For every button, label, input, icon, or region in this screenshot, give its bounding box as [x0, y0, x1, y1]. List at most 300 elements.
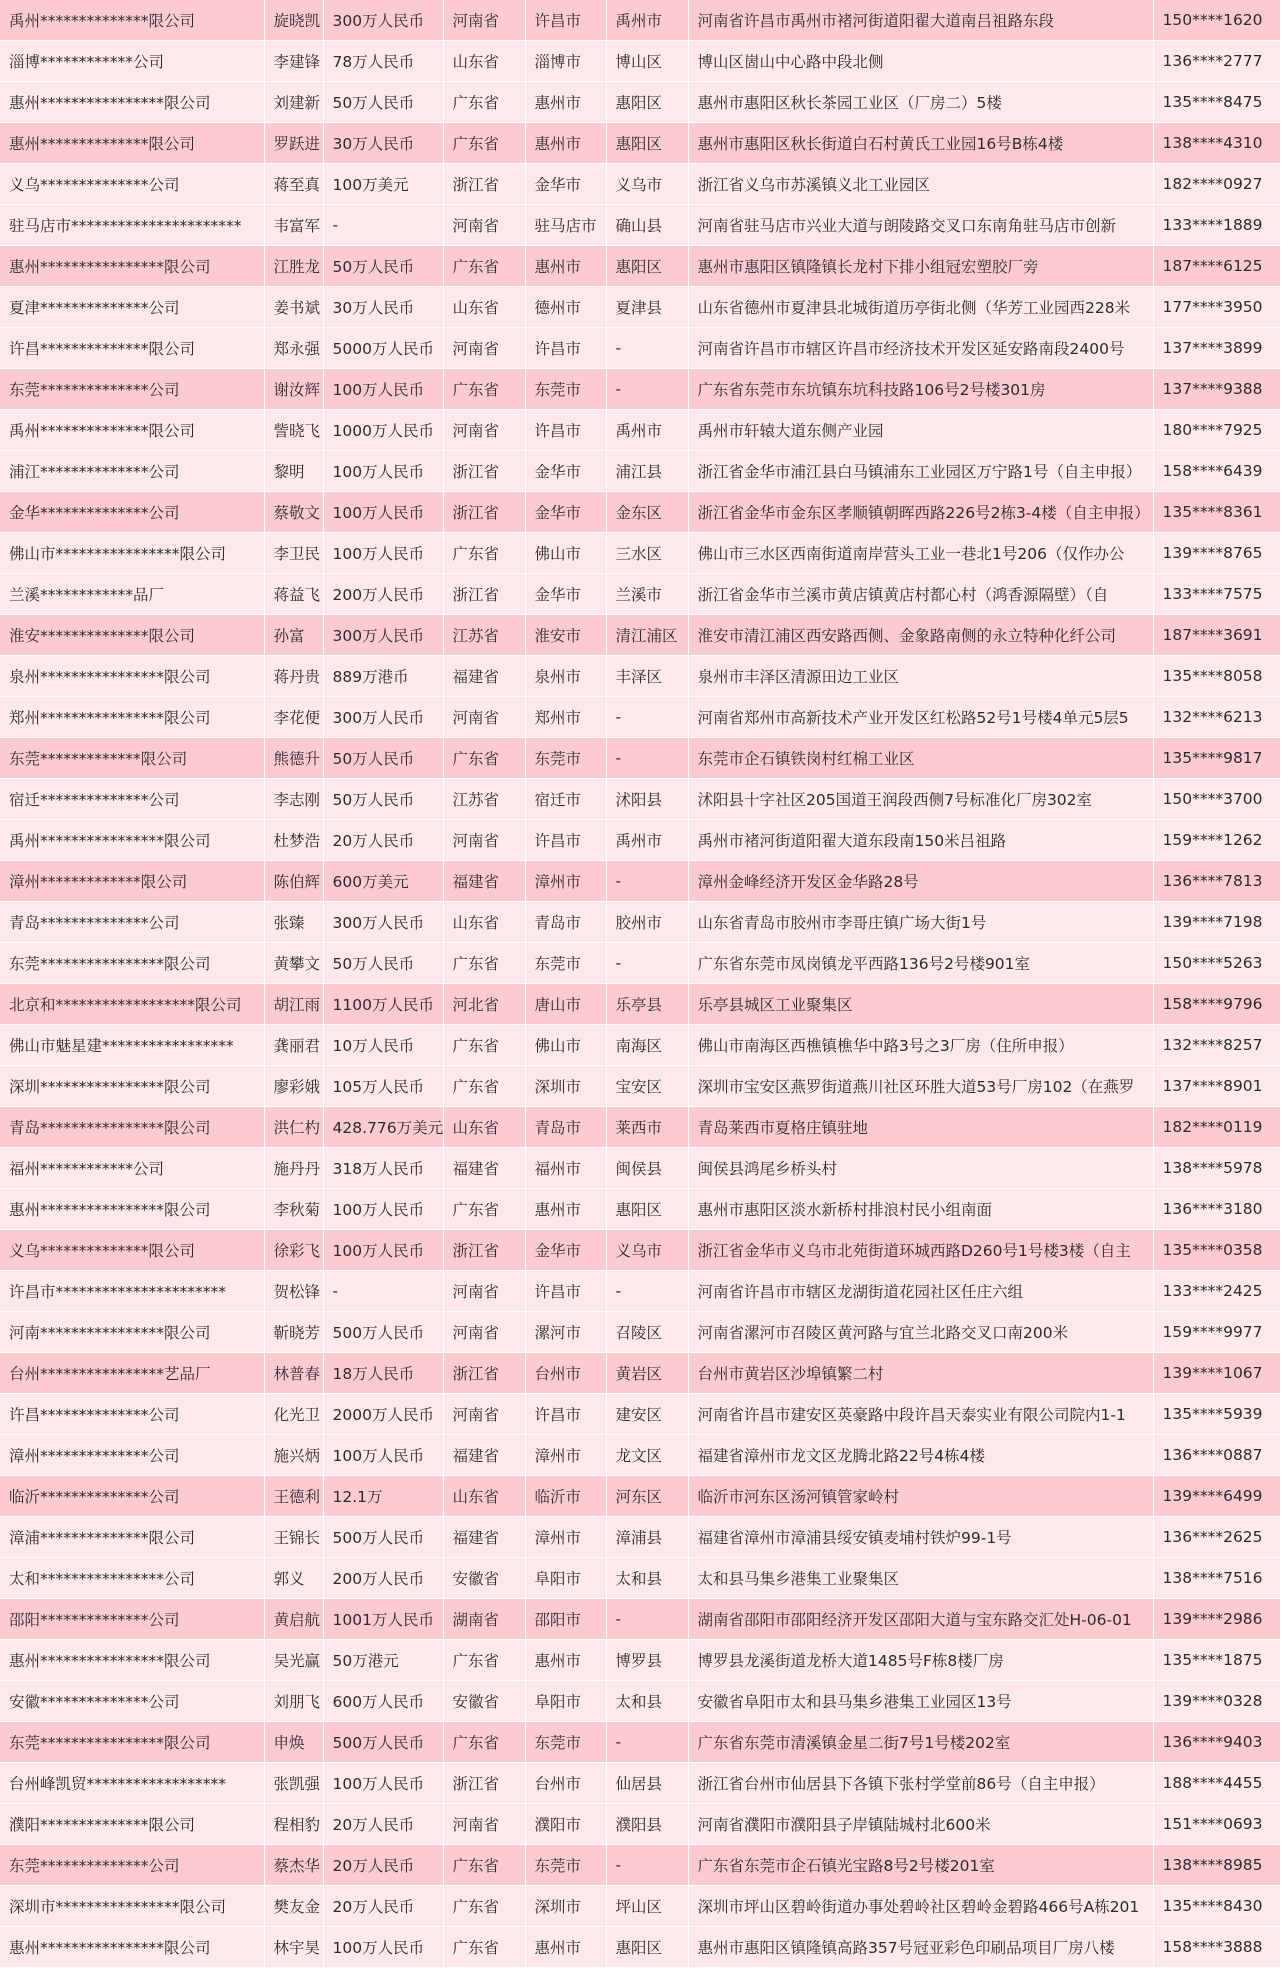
address-cell: 广东省东莞市清溪镇金星二街7号1号楼202室	[688, 1722, 1153, 1763]
district-cell: 义乌市	[606, 164, 688, 205]
address-cell: 闽侯县鸿尾乡桥头村	[688, 1148, 1153, 1189]
table-row	[0, 861, 1280, 902]
registered-capital-cell: 100万人民币	[323, 492, 443, 533]
company-cell: 郑州****************限公司	[0, 697, 264, 738]
phone-cell: 150****3700	[1153, 779, 1280, 820]
district-cell: 太和县	[606, 1558, 688, 1599]
company-cell: 宿迁**************公司	[0, 779, 264, 820]
district-cell: 太和县	[606, 1681, 688, 1722]
company-cell: 惠州****************限公司	[0, 1640, 264, 1681]
company-cell: 漳州*************限公司	[0, 861, 264, 902]
registered-capital-cell: 78万人民币	[323, 41, 443, 82]
phone-cell: 137****8901	[1153, 1066, 1280, 1107]
company-cell: 惠州****************限公司	[0, 1189, 264, 1230]
address-cell: 山东省德州市夏津县北城街道历亭街北侧（华芳工业园西228米	[688, 287, 1153, 328]
city-cell: 漯河市	[525, 1312, 606, 1353]
company-cell: 驻马店市**********************	[0, 205, 264, 246]
registered-capital-cell: 1100万人民币	[323, 984, 443, 1025]
province-cell: 河南省	[443, 697, 525, 738]
contact-person-cell: 李秋菊	[264, 1189, 323, 1230]
company-cell: 惠州****************限公司	[0, 82, 264, 123]
city-cell: 临沂市	[525, 1476, 606, 1517]
phone-cell: 138****4310	[1153, 123, 1280, 164]
contact-person-cell: 李建锋	[264, 41, 323, 82]
contact-person-cell: 黄攀文	[264, 943, 323, 984]
contact-person-cell: 林普春	[264, 1353, 323, 1394]
district-cell: -	[606, 697, 688, 738]
table-row	[0, 697, 1280, 738]
contact-person-cell: 李卫民	[264, 533, 323, 574]
district-cell: 黄岩区	[606, 1353, 688, 1394]
contact-person-cell: 蒋丹贵	[264, 656, 323, 697]
city-cell: 德州市	[525, 287, 606, 328]
address-cell: 佛山市南海区西樵镇樵华中路3号之3厂房（住所申报）	[688, 1025, 1153, 1066]
registered-capital-cell: 200万人民币	[323, 1558, 443, 1599]
company-cell: 东莞*************限公司	[0, 738, 264, 779]
phone-cell: 137****3899	[1153, 328, 1280, 369]
registered-capital-cell: 500万人民币	[323, 1517, 443, 1558]
contact-person-cell: 罗跃进	[264, 123, 323, 164]
contact-person-cell: 刘建新	[264, 82, 323, 123]
city-cell: 东莞市	[525, 1845, 606, 1886]
city-cell: 郑州市	[525, 697, 606, 738]
address-cell: 禹州市轩辕大道东侧产业园	[688, 410, 1153, 451]
phone-cell: 136****0887	[1153, 1435, 1280, 1476]
phone-cell: 139****1067	[1153, 1353, 1280, 1394]
address-cell: 福建省漳州市龙文区龙腾北路22号4栋4楼	[688, 1435, 1153, 1476]
province-cell: 河南省	[443, 328, 525, 369]
table-row	[0, 1189, 1280, 1230]
city-cell: 佛山市	[525, 1025, 606, 1066]
company-cell: 夏津**************公司	[0, 287, 264, 328]
company-cell: 惠州****************限公司	[0, 246, 264, 287]
registered-capital-cell: 318万人民币	[323, 1148, 443, 1189]
district-cell: 惠阳区	[606, 123, 688, 164]
contact-person-cell: 龚丽君	[264, 1025, 323, 1066]
company-cell: 东莞****************限公司	[0, 1722, 264, 1763]
registered-capital-cell: 1001万人民币	[323, 1599, 443, 1640]
contact-person-cell: 化光卫	[264, 1394, 323, 1435]
table-row	[0, 82, 1280, 123]
province-cell: 浙江省	[443, 1763, 525, 1804]
city-cell: 宿迁市	[525, 779, 606, 820]
contact-person-cell: 王德利	[264, 1476, 323, 1517]
registered-capital-cell: 889万港币	[323, 656, 443, 697]
address-cell: 安徽省阜阳市太和县马集乡港集工业园区13号	[688, 1681, 1153, 1722]
registered-capital-cell: 428.776万美元	[323, 1107, 443, 1148]
contact-person-cell: 杜梦浩	[264, 820, 323, 861]
contact-person-cell: 靳晓芳	[264, 1312, 323, 1353]
contact-person-cell: 贺松锋	[264, 1271, 323, 1312]
district-cell: 濮阳县	[606, 1804, 688, 1845]
company-cell: 佛山市魅星建*****************	[0, 1025, 264, 1066]
province-cell: 湖南省	[443, 1599, 525, 1640]
address-cell: 泉州市丰泽区清源田边工业区	[688, 656, 1153, 697]
city-cell: 惠州市	[525, 1189, 606, 1230]
table-row	[0, 1640, 1280, 1681]
address-cell: 青岛莱西市夏格庄镇驻地	[688, 1107, 1153, 1148]
address-cell: 太和县马集乡港集工业聚集区	[688, 1558, 1153, 1599]
contact-person-cell: 施丹丹	[264, 1148, 323, 1189]
company-cell: 东莞****************限公司	[0, 943, 264, 984]
registered-capital-cell: 500万人民币	[323, 1312, 443, 1353]
contact-person-cell: 訾晓飞	[264, 410, 323, 451]
table-row	[0, 1681, 1280, 1722]
district-cell: 浦江县	[606, 451, 688, 492]
district-cell: 禹州市	[606, 410, 688, 451]
province-cell: 广东省	[443, 246, 525, 287]
city-cell: 淮安市	[525, 615, 606, 656]
phone-cell: 135****8475	[1153, 82, 1280, 123]
registered-capital-cell: 30万人民币	[323, 287, 443, 328]
phone-cell: 133****1889	[1153, 205, 1280, 246]
company-cell: 惠州****************限公司	[0, 1927, 264, 1968]
province-cell: 广东省	[443, 1640, 525, 1681]
province-cell: 山东省	[443, 902, 525, 943]
province-cell: 广东省	[443, 1927, 525, 1968]
table-row	[0, 123, 1280, 164]
registered-capital-cell: 300万人民币	[323, 615, 443, 656]
registered-capital-cell: 105万人民币	[323, 1066, 443, 1107]
city-cell: 青岛市	[525, 1107, 606, 1148]
registered-capital-cell: 30万人民币	[323, 123, 443, 164]
contact-person-cell: 廖彩娥	[264, 1066, 323, 1107]
province-cell: 浙江省	[443, 1353, 525, 1394]
city-cell: 漳州市	[525, 1435, 606, 1476]
company-cell: 金华**************公司	[0, 492, 264, 533]
company-cell: 深圳****************限公司	[0, 1066, 264, 1107]
city-cell: 阜阳市	[525, 1681, 606, 1722]
address-cell: 临沂市河东区汤河镇管家岭村	[688, 1476, 1153, 1517]
district-cell: 乐亭县	[606, 984, 688, 1025]
phone-cell: 139****6499	[1153, 1476, 1280, 1517]
address-cell: 广东省东莞市凤岗镇龙平西路136号2号楼901室	[688, 943, 1153, 984]
phone-cell: 138****7516	[1153, 1558, 1280, 1599]
address-cell: 河南省许昌市市辖区龙湖街道花园社区任庄六组	[688, 1271, 1153, 1312]
company-cell: 青岛****************限公司	[0, 1107, 264, 1148]
city-cell: 惠州市	[525, 1927, 606, 1968]
city-cell: 许昌市	[525, 1271, 606, 1312]
table-row	[0, 615, 1280, 656]
registered-capital-cell: 100万人民币	[323, 1927, 443, 1968]
table-row	[0, 1763, 1280, 1804]
address-cell: 博山区崮山中心路中段北侧	[688, 41, 1153, 82]
address-cell: 湖南省邵阳市邵阳经济开发区邵阳大道与宝东路交汇处H-06-01	[688, 1599, 1153, 1640]
contact-person-cell: 姜书斌	[264, 287, 323, 328]
district-cell: 夏津县	[606, 287, 688, 328]
contact-person-cell: 孙富	[264, 615, 323, 656]
registered-capital-cell: 18万人民币	[323, 1353, 443, 1394]
phone-cell: 182****0927	[1153, 164, 1280, 205]
contact-person-cell: 徐彩飞	[264, 1230, 323, 1271]
registered-capital-cell: 600万美元	[323, 861, 443, 902]
table-row	[0, 943, 1280, 984]
address-cell: 台州市黄岩区沙埠镇繁二村	[688, 1353, 1153, 1394]
table-row	[0, 984, 1280, 1025]
province-cell: 广东省	[443, 123, 525, 164]
registered-capital-cell: 50万港元	[323, 1640, 443, 1681]
province-cell: 山东省	[443, 1107, 525, 1148]
phone-cell: 135****1875	[1153, 1640, 1280, 1681]
company-cell: 安徽**************公司	[0, 1681, 264, 1722]
table-row	[0, 1599, 1280, 1640]
address-cell: 河南省漯河市召陵区黄河路与宜兰北路交叉口南200米	[688, 1312, 1153, 1353]
province-cell: 山东省	[443, 41, 525, 82]
address-cell: 深圳市宝安区燕罗街道燕川社区环胜大道53号厂房102（在燕罗	[688, 1066, 1153, 1107]
province-cell: 江苏省	[443, 779, 525, 820]
province-cell: 河南省	[443, 1271, 525, 1312]
contact-person-cell: 樊友金	[264, 1886, 323, 1927]
table-row	[0, 0, 1280, 41]
registered-capital-cell: 12.1万	[323, 1476, 443, 1517]
city-cell: 福州市	[525, 1148, 606, 1189]
phone-cell: 132****6213	[1153, 697, 1280, 738]
district-cell: -	[606, 369, 688, 410]
province-cell: 广东省	[443, 1066, 525, 1107]
province-cell: 浙江省	[443, 451, 525, 492]
city-cell: 东莞市	[525, 369, 606, 410]
registered-capital-cell: 50万人民币	[323, 738, 443, 779]
registered-capital-cell: 50万人民币	[323, 246, 443, 287]
table-row	[0, 1845, 1280, 1886]
table-row	[0, 1025, 1280, 1066]
phone-cell: 132****8257	[1153, 1025, 1280, 1066]
district-cell: -	[606, 861, 688, 902]
contact-person-cell: 蒋至真	[264, 164, 323, 205]
registered-capital-cell: 50万人民币	[323, 943, 443, 984]
phone-cell: 151****0693	[1153, 1804, 1280, 1845]
city-cell: 许昌市	[525, 410, 606, 451]
contact-person-cell: 程相豹	[264, 1804, 323, 1845]
registered-capital-cell: 100万人民币	[323, 1763, 443, 1804]
company-cell: 淮安**************限公司	[0, 615, 264, 656]
company-cell: 临沂**************公司	[0, 1476, 264, 1517]
contact-person-cell: 蔡敬文	[264, 492, 323, 533]
registered-capital-cell: 1000万人民币	[323, 410, 443, 451]
address-cell: 乐亭县城区工业聚集区	[688, 984, 1153, 1025]
phone-cell: 139****8765	[1153, 533, 1280, 574]
phone-cell: 159****9977	[1153, 1312, 1280, 1353]
address-cell: 惠州市惠阳区镇隆镇高路357号冠亚彩色印刷品项目厂房八楼	[688, 1927, 1153, 1968]
table-row	[0, 410, 1280, 451]
phone-cell: 135****8430	[1153, 1886, 1280, 1927]
company-cell: 兰溪************品厂	[0, 574, 264, 615]
address-cell: 山东省青岛市胶州市李哥庄镇广场大街1号	[688, 902, 1153, 943]
table-row	[0, 41, 1280, 82]
table-row	[0, 164, 1280, 205]
contact-person-cell: 张臻	[264, 902, 323, 943]
registered-capital-cell: 300万人民币	[323, 902, 443, 943]
company-cell: 台州****************艺品厂	[0, 1353, 264, 1394]
phone-cell: 188****4455	[1153, 1763, 1280, 1804]
district-cell: 金东区	[606, 492, 688, 533]
city-cell: 东莞市	[525, 943, 606, 984]
phone-cell: 159****1262	[1153, 820, 1280, 861]
phone-cell: 158****6439	[1153, 451, 1280, 492]
phone-cell: 136****3180	[1153, 1189, 1280, 1230]
company-cell: 许昌市**********************	[0, 1271, 264, 1312]
province-cell: 广东省	[443, 943, 525, 984]
province-cell: 河北省	[443, 984, 525, 1025]
province-cell: 河南省	[443, 0, 525, 41]
registered-capital-cell: 2000万人民币	[323, 1394, 443, 1435]
company-cell: 义乌**************公司	[0, 164, 264, 205]
company-cell: 浦江**************公司	[0, 451, 264, 492]
contact-person-cell: 蒋益飞	[264, 574, 323, 615]
phone-cell: 133****7575	[1153, 574, 1280, 615]
district-cell: 惠阳区	[606, 1927, 688, 1968]
phone-cell: 135****5939	[1153, 1394, 1280, 1435]
address-cell: 浙江省金华市金东区孝顺镇朝晖西路226号2栋3-4楼（自主申报）	[688, 492, 1153, 533]
address-cell: 惠州市惠阳区秋长街道白石村黄氏工业园16号B栋4楼	[688, 123, 1153, 164]
registered-capital-cell: 20万人民币	[323, 1845, 443, 1886]
contact-person-cell: 林宇昊	[264, 1927, 323, 1968]
province-cell: 广东省	[443, 369, 525, 410]
district-cell: 禹州市	[606, 0, 688, 41]
province-cell: 广东省	[443, 1722, 525, 1763]
city-cell: 唐山市	[525, 984, 606, 1025]
district-cell: 确山县	[606, 205, 688, 246]
table-row	[0, 1148, 1280, 1189]
company-cell: 许昌**************限公司	[0, 328, 264, 369]
phone-cell: 135****9817	[1153, 738, 1280, 779]
district-cell: 坪山区	[606, 1886, 688, 1927]
city-cell: 金华市	[525, 451, 606, 492]
district-cell: 禹州市	[606, 820, 688, 861]
city-cell: 台州市	[525, 1763, 606, 1804]
phone-cell: 177****3950	[1153, 287, 1280, 328]
district-cell: -	[606, 1271, 688, 1312]
phone-cell: 138****5978	[1153, 1148, 1280, 1189]
city-cell: 惠州市	[525, 1640, 606, 1681]
phone-cell: 182****0119	[1153, 1107, 1280, 1148]
district-cell: 召陵区	[606, 1312, 688, 1353]
address-cell: 惠州市惠阳区镇隆镇长龙村下排小组冠宏塑胶厂旁	[688, 246, 1153, 287]
registered-capital-cell: 100万人民币	[323, 1189, 443, 1230]
address-cell: 沭阳县十字社区205国道王润段西侧7号标准化厂房302室	[688, 779, 1153, 820]
district-cell: 沭阳县	[606, 779, 688, 820]
company-cell: 福州************公司	[0, 1148, 264, 1189]
table-row	[0, 738, 1280, 779]
city-cell: 惠州市	[525, 123, 606, 164]
contact-person-cell: 郑永强	[264, 328, 323, 369]
table-row	[0, 492, 1280, 533]
province-cell: 河南省	[443, 820, 525, 861]
district-cell: 闽侯县	[606, 1148, 688, 1189]
city-cell: 漳州市	[525, 1517, 606, 1558]
province-cell: 福建省	[443, 1148, 525, 1189]
registered-capital-cell: 300万人民币	[323, 0, 443, 41]
city-cell: 东莞市	[525, 738, 606, 779]
contact-person-cell: 申焕	[264, 1722, 323, 1763]
company-cell: 禹州****************限公司	[0, 820, 264, 861]
registered-capital-cell: 100万人民币	[323, 533, 443, 574]
address-cell: 浙江省金华市兰溪市黄店镇黄店村都心村（鸿香源隔壁）（自	[688, 574, 1153, 615]
province-cell: 广东省	[443, 1189, 525, 1230]
phone-cell: 133****2425	[1153, 1271, 1280, 1312]
table-row	[0, 1271, 1280, 1312]
phone-cell: 150****1620	[1153, 0, 1280, 41]
registered-capital-cell: 100万美元	[323, 164, 443, 205]
address-cell: 河南省许昌市禹州市褚河街道阳翟大道南吕祖路东段	[688, 0, 1153, 41]
company-cell: 北京和******************限公司	[0, 984, 264, 1025]
address-cell: 禹州市褚河街道阳翟大道东段南150米吕祖路	[688, 820, 1153, 861]
table-row	[0, 1394, 1280, 1435]
phone-cell: 135****8058	[1153, 656, 1280, 697]
company-cell: 河南****************限公司	[0, 1312, 264, 1353]
district-cell: 龙文区	[606, 1435, 688, 1476]
province-cell: 河南省	[443, 1312, 525, 1353]
contact-person-cell: 韦富军	[264, 205, 323, 246]
contact-person-cell: 吴光赢	[264, 1640, 323, 1681]
district-cell: 仙居县	[606, 1763, 688, 1804]
address-cell: 浙江省金华市浦江县白马镇浦东工业园区万宁路1号（自主申报）	[688, 451, 1153, 492]
table-row	[0, 1804, 1280, 1845]
district-cell: 惠阳区	[606, 246, 688, 287]
table-row	[0, 533, 1280, 574]
table-row	[0, 1476, 1280, 1517]
province-cell: 浙江省	[443, 574, 525, 615]
district-cell: 河东区	[606, 1476, 688, 1517]
table-row	[0, 369, 1280, 410]
district-cell: -	[606, 1722, 688, 1763]
company-cell: 许昌**************公司	[0, 1394, 264, 1435]
company-cell: 泉州****************限公司	[0, 656, 264, 697]
address-cell: 河南省驻马店市兴业大道与朗陵路交叉口东南角驻马店市创新	[688, 205, 1153, 246]
company-cell: 禹州**************限公司	[0, 410, 264, 451]
phone-cell: 135****8361	[1153, 492, 1280, 533]
registered-capital-cell: 300万人民币	[323, 697, 443, 738]
table-row	[0, 902, 1280, 943]
city-cell: 驻马店市	[525, 205, 606, 246]
district-cell: 南海区	[606, 1025, 688, 1066]
province-cell: 河南省	[443, 205, 525, 246]
district-cell: 博罗县	[606, 1640, 688, 1681]
company-cell: 濮阳**************限公司	[0, 1804, 264, 1845]
district-cell: -	[606, 738, 688, 779]
table-row	[0, 328, 1280, 369]
table-row	[0, 246, 1280, 287]
company-cell: 漳浦**************限公司	[0, 1517, 264, 1558]
contact-person-cell: 施兴炳	[264, 1435, 323, 1476]
contact-person-cell: 陈伯辉	[264, 861, 323, 902]
company-cell: 淄博************公司	[0, 41, 264, 82]
table-row	[0, 779, 1280, 820]
city-cell: 邵阳市	[525, 1599, 606, 1640]
city-cell: 东莞市	[525, 1722, 606, 1763]
contact-person-cell: 熊德升	[264, 738, 323, 779]
address-cell: 福建省漳州市漳浦县绥安镇麦埔村铁炉99-1号	[688, 1517, 1153, 1558]
address-cell: 博罗县龙溪街道龙桥大道1485号F栋8楼厂房	[688, 1640, 1153, 1681]
province-cell: 广东省	[443, 82, 525, 123]
contact-person-cell: 谢汝辉	[264, 369, 323, 410]
city-cell: 金华市	[525, 1230, 606, 1271]
contact-person-cell: 黎明	[264, 451, 323, 492]
address-cell: 深圳市坪山区碧岭街道办事处碧岭社区碧岭金碧路466号A栋201	[688, 1886, 1153, 1927]
city-cell: 泉州市	[525, 656, 606, 697]
phone-cell: 180****7925	[1153, 410, 1280, 451]
address-cell: 东莞市企石镇铁岗村红棉工业区	[688, 738, 1153, 779]
address-cell: 河南省郑州市高新技术产业开发区红松路52号1号楼4单元5层5	[688, 697, 1153, 738]
registered-capital-cell: 100万人民币	[323, 451, 443, 492]
table-row	[0, 656, 1280, 697]
city-cell: 阜阳市	[525, 1558, 606, 1599]
table-row	[0, 1886, 1280, 1927]
table-row	[0, 1066, 1280, 1107]
company-cell: 青岛**************公司	[0, 902, 264, 943]
province-cell: 广东省	[443, 1025, 525, 1066]
address-cell: 河南省许昌市建安区英豪路中段许昌天泰实业有限公司院内1-1	[688, 1394, 1153, 1435]
